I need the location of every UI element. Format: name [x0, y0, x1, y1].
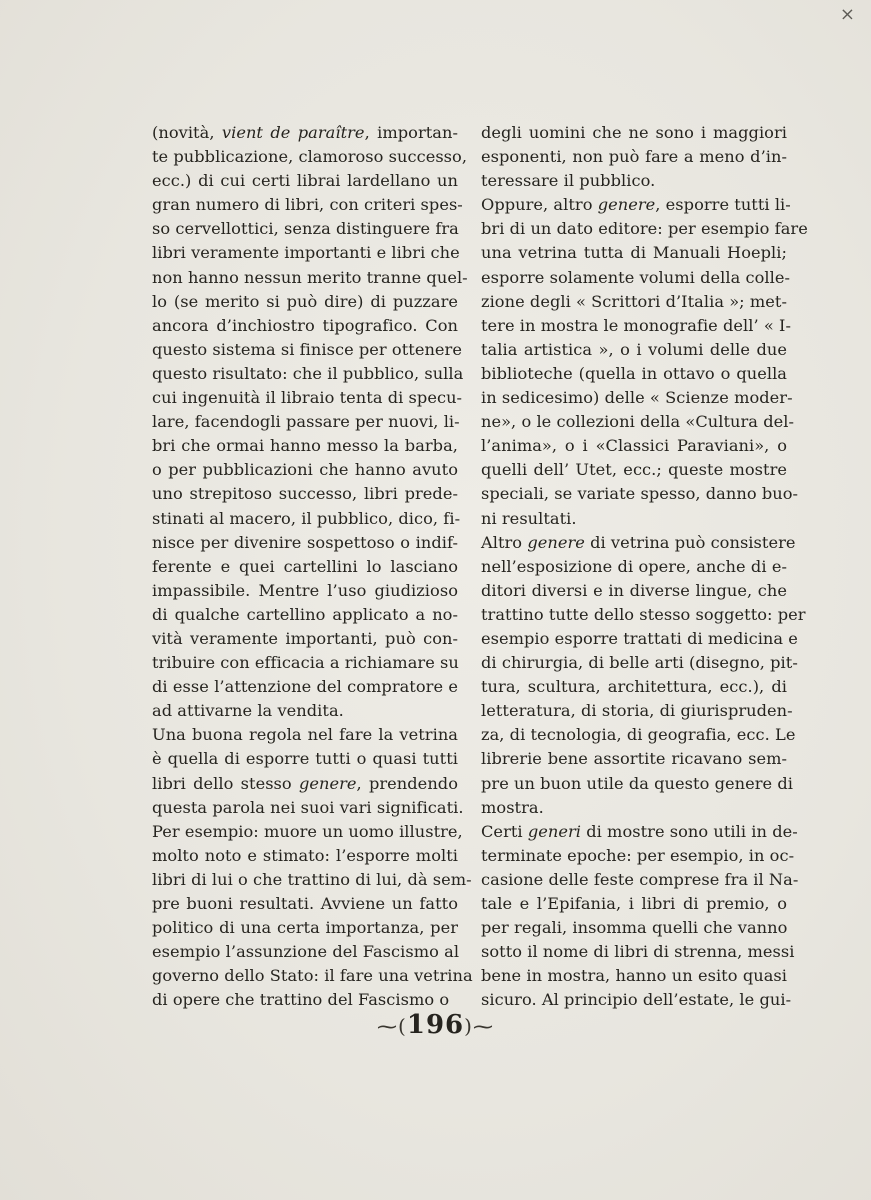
text-line [481, 916, 787, 940]
text-segment: non hanno nessun merito tranne quel- [152, 267, 468, 287]
text-line [152, 241, 458, 265]
text-line [481, 675, 787, 699]
text-segment: Altro [481, 532, 528, 552]
text-line [481, 627, 798, 651]
text-segment: per regali, insomma quelli che vanno [481, 918, 788, 938]
text-segment: speciali, se variate spesso, danno buo- [481, 484, 799, 504]
text-segment: ditori diversi e in diverse lingue, che [481, 580, 787, 600]
text-segment: tere in mostra le monografie dell’ « I- [481, 315, 792, 335]
italic-text: genere [298, 773, 357, 793]
text-segment: letteratura, di storia, di giurispruden- [481, 701, 793, 721]
text-segment: ecc.) di cui certi librai lardellano un [152, 171, 458, 191]
text-segment: in sedicesimo) delle « Scienze moder- [481, 388, 793, 408]
text-segment: lo (se merito si può dire) di puzzare [152, 291, 458, 311]
folio-ornament-right: )⁓ [464, 1014, 494, 1038]
text-segment: ni resultati. [481, 508, 577, 528]
text-segment: tura, scultura, architettura, ecc.), di [481, 677, 787, 697]
text-segment: bri di un dato editore: per esempio fare [481, 219, 808, 239]
text-line [152, 796, 464, 820]
text-segment: , importan- [364, 123, 458, 142]
text-line [152, 675, 458, 699]
text-line [481, 747, 787, 771]
text-segment: talia artistica », o i volumi delle due [481, 339, 787, 359]
text-segment: politico di una certa importanza, per [152, 918, 458, 938]
text-segment: Una buona regola nel fare la vetrina [152, 725, 458, 745]
text-line [152, 820, 463, 844]
text-line [481, 844, 795, 868]
text-line [152, 555, 458, 579]
text-line [152, 458, 458, 482]
text-segment: stinati al macero, il pubblico, dico, fi- [152, 508, 461, 528]
text-line [481, 940, 795, 964]
text-segment: degli uomini che ne sono i maggiori [481, 123, 787, 142]
text-line [481, 169, 787, 193]
text-segment: librerie bene assortite ricavano sem- [481, 749, 787, 769]
text-segment: zione degli « Scrittori d’Italia »; met- [481, 291, 787, 311]
text-line [152, 627, 458, 651]
text-line [152, 386, 463, 410]
text-line [152, 169, 458, 193]
text-segment: esempio esporre trattati di medicina e [481, 628, 798, 648]
text-segment: questo risultato: che il pubblico, sulla [152, 363, 464, 383]
page-number-value: 196 [406, 1010, 465, 1040]
text-line [481, 772, 793, 796]
text-line [152, 290, 458, 314]
text-segment: , prendendo [356, 773, 458, 793]
text-segment: esempio l’assunzione del Fascismo al [152, 942, 460, 962]
text-segment: è quella di esporre tutti o quasi tutti [152, 749, 458, 769]
text-line [481, 651, 798, 675]
text-segment: sicuro. Al principio dell’estate, le gui- [481, 990, 792, 1010]
text-segment: gran numero di libri, con criteri spes- [152, 195, 463, 215]
text-line [152, 747, 458, 771]
text-segment: tribuire con efficacia a richiamare su [152, 653, 459, 673]
text-line [152, 314, 458, 338]
text-segment: ad attivarne la vendita. [152, 701, 344, 721]
text-segment: esporre solamente volumi della colle- [481, 267, 790, 287]
text-segment: questo sistema si finisce per ottenere [152, 339, 462, 359]
text-segment: nell’esposizione di opere, anche di e- [481, 556, 787, 576]
text-segment: teressare il pubblico. [481, 171, 656, 191]
page-number [0, 1010, 871, 1040]
text-segment: Per esempio: muore un uomo illustre, [152, 821, 463, 841]
registration-mark-icon: × [839, 4, 855, 25]
text-line [481, 121, 787, 145]
text-line [152, 410, 458, 434]
text-line [152, 723, 458, 747]
text-line [152, 699, 458, 723]
text-segment: tale e l’Epifania, i libri di premio, o [481, 894, 787, 913]
text-segment: libri di lui o che trattino di lui, dà sem- [152, 869, 472, 889]
text-line [481, 723, 796, 747]
text-line [481, 145, 787, 169]
text-segment: di chirurgia, di belle arti (disegno, pit- [481, 653, 798, 673]
text-line [481, 410, 794, 434]
text-line [481, 458, 787, 482]
text-segment: di opere che trattino del Fascismo o [152, 990, 450, 1010]
text-line [481, 964, 787, 988]
text-segment: questa parola nei suoi vari significati. [152, 797, 464, 817]
folio-ornament-left: ⁓( [377, 1014, 407, 1038]
text-segment: molto noto e stimato: l’esporre molti [152, 845, 458, 865]
text-segment: (novità, [152, 123, 222, 142]
text-segment: sotto il nome di libri di strenna, messi [481, 942, 795, 962]
text-segment: nisce per divenire sospettoso o indif- [152, 532, 458, 552]
text-line [152, 507, 461, 531]
text-segment: esponenti, non può fare a meno d’in- [481, 147, 787, 167]
text-segment: terminate epoche: per esempio, in oc- [481, 845, 795, 865]
text-line [481, 482, 799, 506]
text-segment: bene in mostra, hanno un esito quasi [481, 966, 787, 986]
text-line [152, 121, 458, 145]
text-line [481, 507, 787, 531]
text-segment: cui ingenuità il libraio tenta di specu- [152, 388, 463, 408]
text-segment: una vetrina tutta di Manuali Hoepli; [481, 243, 787, 263]
left-text-column [152, 121, 473, 1012]
text-line [152, 434, 458, 458]
italic-text: genere [597, 195, 656, 215]
text-segment: pre un buon utile da questo genere di [481, 773, 793, 793]
text-segment: uno strepitoso successo, libri prede- [152, 484, 458, 504]
text-segment: di qualche cartellino applicato a no- [152, 604, 458, 624]
text-line [481, 796, 787, 820]
text-line [152, 482, 458, 506]
text-segment: trattino tutte dello stesso soggetto: per [481, 604, 806, 624]
text-line [152, 916, 458, 940]
text-segment: bri che ormai hanno messo la barba, [152, 436, 458, 456]
italic-text: genere [527, 532, 585, 552]
text-line [481, 362, 787, 386]
text-line [152, 868, 472, 892]
text-line [152, 844, 458, 868]
text-segment: di esse l’attenzione del compratore e [152, 677, 458, 697]
text-segment: di mostre sono utili in de- [581, 821, 798, 841]
text-segment: impassibile. Mentre l’uso giudizioso [152, 580, 458, 600]
text-segment: Certi [481, 821, 528, 841]
text-line [152, 892, 458, 916]
text-line [152, 338, 462, 362]
text-line [152, 772, 458, 796]
text-segment: o per pubblicazioni che hanno avuto [152, 460, 458, 480]
text-line [481, 314, 792, 338]
text-line [152, 964, 473, 988]
text-line [152, 193, 463, 217]
italic-text: generi [527, 821, 582, 841]
text-segment: Oppure, altro [481, 195, 598, 215]
text-line [481, 193, 791, 217]
text-segment: libri veramente importanti e libri che [152, 243, 460, 263]
text-segment: so cervellottici, senza distinguere fra [152, 219, 459, 239]
text-line [152, 651, 458, 675]
text-line [152, 266, 468, 290]
text-line [481, 386, 793, 410]
text-line [152, 603, 458, 627]
text-line [481, 290, 787, 314]
text-segment: ferente e quei cartellini lo lasciano [152, 556, 458, 576]
text-segment: ancora d’inchiostro tipografico. Con [152, 315, 458, 335]
text-line [152, 988, 458, 1012]
text-line [481, 579, 787, 603]
text-segment: pre buoni resultati. Avviene un fatto [152, 894, 458, 913]
text-segment: vità veramente importanti, può con- [152, 628, 458, 648]
text-segment: biblioteche (quella in ottavo o quella [481, 363, 787, 383]
text-line [481, 988, 792, 1012]
text-line [152, 940, 458, 964]
text-segment: quelli dell’ Utet, ecc.; queste mostre [481, 460, 787, 480]
text-line [481, 217, 808, 241]
text-line [152, 362, 464, 386]
text-line [481, 699, 793, 723]
text-segment: ne», o le collezioni della «Cultura del- [481, 412, 794, 432]
text-line [152, 531, 458, 555]
text-segment: libri dello stesso [152, 773, 299, 793]
text-line [152, 145, 468, 169]
text-line [481, 266, 790, 290]
text-line [481, 603, 806, 627]
text-segment: te pubblicazione, clamoroso successo, [152, 147, 468, 167]
text-line [481, 555, 787, 579]
text-segment: di vetrina può consistere [584, 532, 796, 552]
text-segment: governo dello Stato: il fare una vetrina [152, 966, 473, 986]
text-segment: mostra. [481, 797, 544, 817]
text-segment: , esporre tutti li- [655, 195, 791, 215]
italic-text: vient de paraître [221, 123, 365, 142]
text-segment: casione delle feste comprese fra il Na- [481, 869, 799, 889]
right-text-column [481, 121, 808, 1012]
text-segment: za, di tecnologia, di geografia, ecc. Le [481, 725, 796, 745]
text-line [481, 241, 787, 265]
text-segment: lare, facendogli passare per nuovi, li- [152, 412, 460, 432]
text-line [481, 820, 798, 844]
text-line [481, 338, 787, 362]
text-line [481, 531, 796, 555]
text-line [481, 868, 799, 892]
text-line [152, 579, 458, 603]
text-line [481, 892, 787, 916]
text-line [152, 217, 458, 241]
text-segment: l’anima», o i «Classici Paraviani», o [481, 436, 787, 456]
text-line [481, 434, 787, 458]
